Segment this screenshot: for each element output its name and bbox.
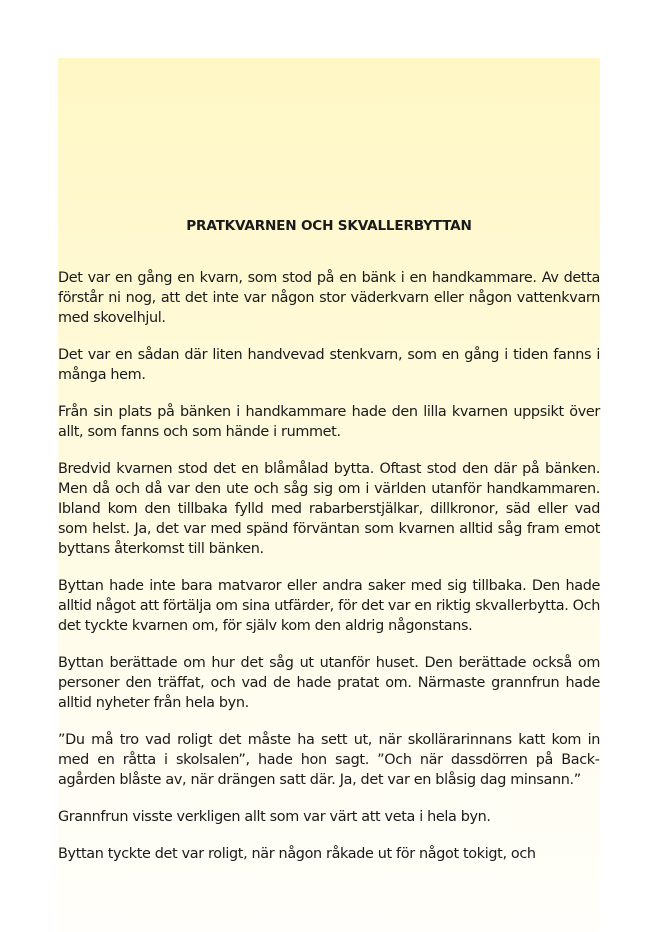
paragraph-5: Byttan hade inte bara matvaror eller andra saker med sig tillbaka. Den hade alltid något att förtälja om sina utfärder, för det var en riktig skvallerbytta. Och det tyckte kvarnen om, för själv kom den aldrig någonstans.: [58, 578, 600, 634]
paragraph-3: Från sin plats på bänken i handkammare hade den lilla kvarnen uppsikt över allt, som fanns och som hände i rummet.: [58, 404, 600, 440]
paragraph-4: Bredvid kvarnen stod det en blåmålad bytta. Oftast stod den där på bänken. Men då och då var den ute och såg sig om i världen utanför handkammaren. Ibland kom den tillbaka fylld med rabarberstjälkar, dillkronor, säd eller vad som helst. Ja, det var med spänd förväntan som kvarnen alltid såg fram emot byttans återkomst till bänken.: [58, 461, 600, 557]
paragraph-2: Det var en sådan där liten handvevad stenkvarn, som en gång i tiden fanns i många hem.: [58, 347, 600, 383]
story-title: PRATKVARNEN OCH SKVALLERBYTTAN: [186, 218, 472, 234]
paragraph-8: Grannfrun visste verkligen allt som var värt att veta i hela byn.: [58, 809, 491, 825]
paragraph-6: Byttan berättade om hur det såg ut utanför huset. Den berättade också om personer den träffat, och vad de hade pratat om. Närmaste grannfrun hade alltid nyheter från hela byn.: [58, 655, 600, 711]
paragraph-9: Byttan tyckte det var roligt, när någon råkade ut för något tokigt, och: [58, 846, 536, 862]
paragraph-1: Det var en gång en kvarn, som stod på en bänk i en handkammare. Av detta förstår ni nog, att det inte var någon stor väderkvarn eller någon vattenkvarn med skovelhjul.: [58, 270, 600, 326]
story-body: [58, 268, 600, 881]
paragraph-7: ”Du må tro vad roligt det måste ha sett ut, när skollärarinnans katt kom in med en råtta i skolsalen”, hade hon sagt. ”Och när dassdörren på Backagården blåste av, när drängen satt där. Ja, det var en blåsig dag minsann.”: [58, 732, 600, 788]
